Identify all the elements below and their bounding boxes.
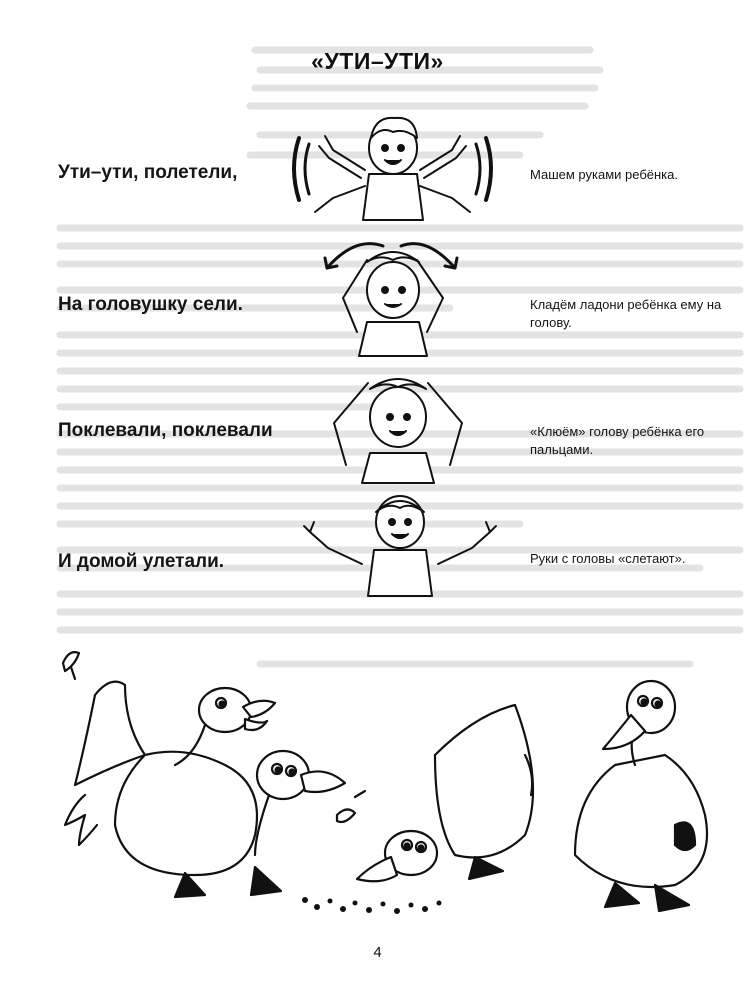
instruction-3: «Клюём» голову ребёнка его пальцами. [530, 424, 705, 457]
instruction-4: Руки с головы «слетают». [530, 551, 686, 566]
child-hands-on-head-illustration [305, 232, 480, 357]
instruction-2: Кладём ладони ребёнка ему на голову. [530, 297, 722, 330]
verse-line-3: Поклевали, поклевали [58, 420, 273, 441]
ducks-illustration [55, 645, 725, 925]
child-waving-arms-illustration [285, 108, 500, 228]
verse-line-4: И домой улетали. [58, 551, 225, 572]
page-number: 4 [373, 944, 382, 961]
instruction-1: Машем руками ребёнка. [530, 167, 678, 182]
verse-line-1: Ути–ути, полетели, [58, 162, 238, 183]
verse-line-2: На головушку сели. [58, 294, 243, 315]
child-arms-out-illustration [300, 488, 500, 598]
page-title: «УТИ–УТИ» [311, 48, 444, 74]
child-pecking-head-illustration [318, 365, 478, 485]
